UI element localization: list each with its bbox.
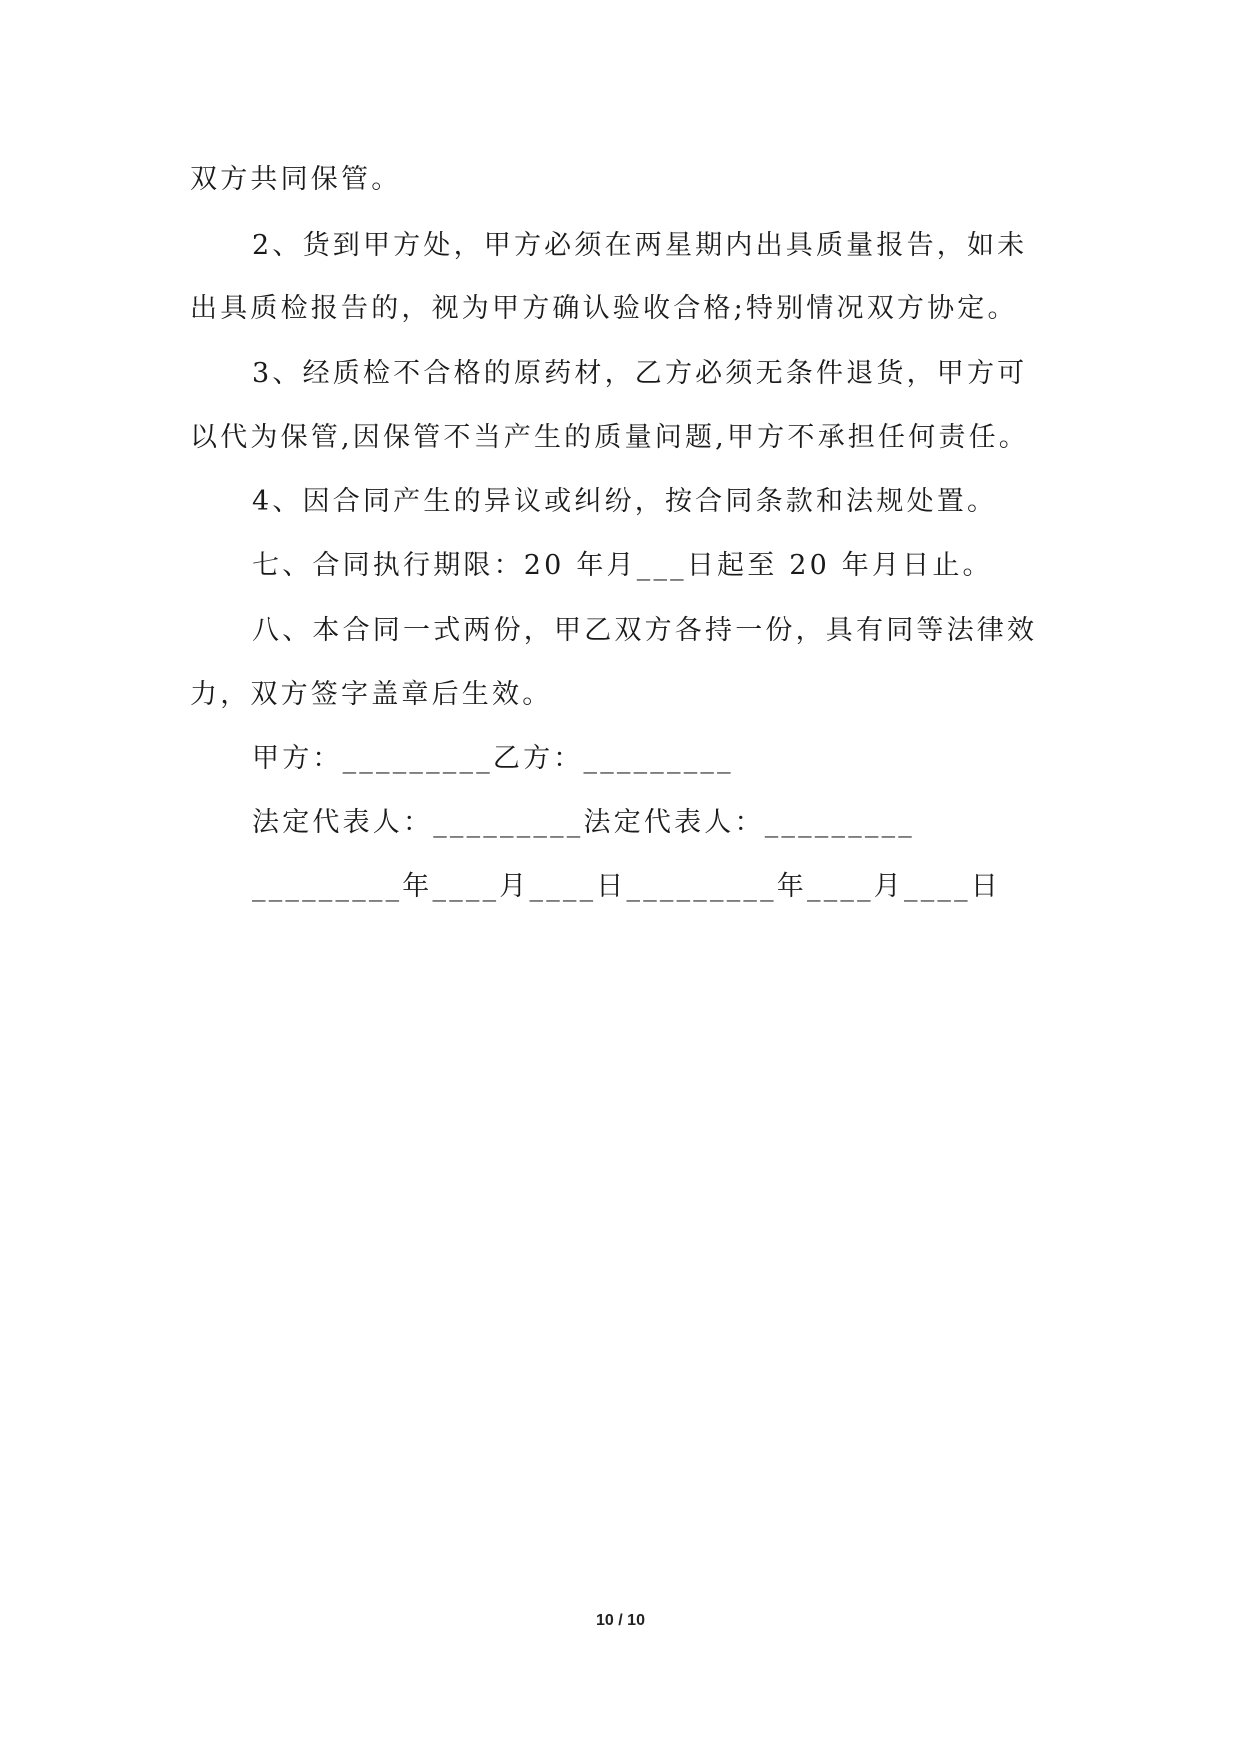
- clause-4-line: 4、因合同产生的异议或纠纷，按合同条款和法规处置。: [252, 486, 998, 517]
- section-8-line-2: 力，双方签字盖章后生效。: [190, 679, 553, 710]
- signature-date-line: _________年____月____日_________年____月____日: [252, 871, 1001, 902]
- clause-2-line-1: 2、货到甲方处，甲方必须在两星期内出具质量报告，如未: [252, 230, 1028, 261]
- page-number: 10 / 10: [596, 1612, 645, 1629]
- clause-3-line-1: 3、经质检不合格的原药材，乙方必须无条件退货，甲方可: [252, 358, 1028, 389]
- clause-3-line-2: 以代为保管,因保管不当产生的质量问题,甲方不承担任何责任。: [190, 422, 1029, 453]
- paragraph-line: 双方共同保管。: [190, 164, 402, 195]
- legal-representative-line: 法定代表人：_________法定代表人：_________: [252, 807, 915, 838]
- signature-parties-line: 甲方：_________乙方：_________: [252, 743, 734, 774]
- section-7-line: 七、合同执行期限：20 年月___日起至 20 年月日止。: [252, 550, 993, 581]
- section-8-line-1: 八、本合同一式两份，甲乙双方各持一份，具有同等法律效: [252, 615, 1038, 646]
- clause-2-line-2: 出具质检报告的，视为甲方确认验收合格;特别情况双方协定。: [190, 293, 1018, 324]
